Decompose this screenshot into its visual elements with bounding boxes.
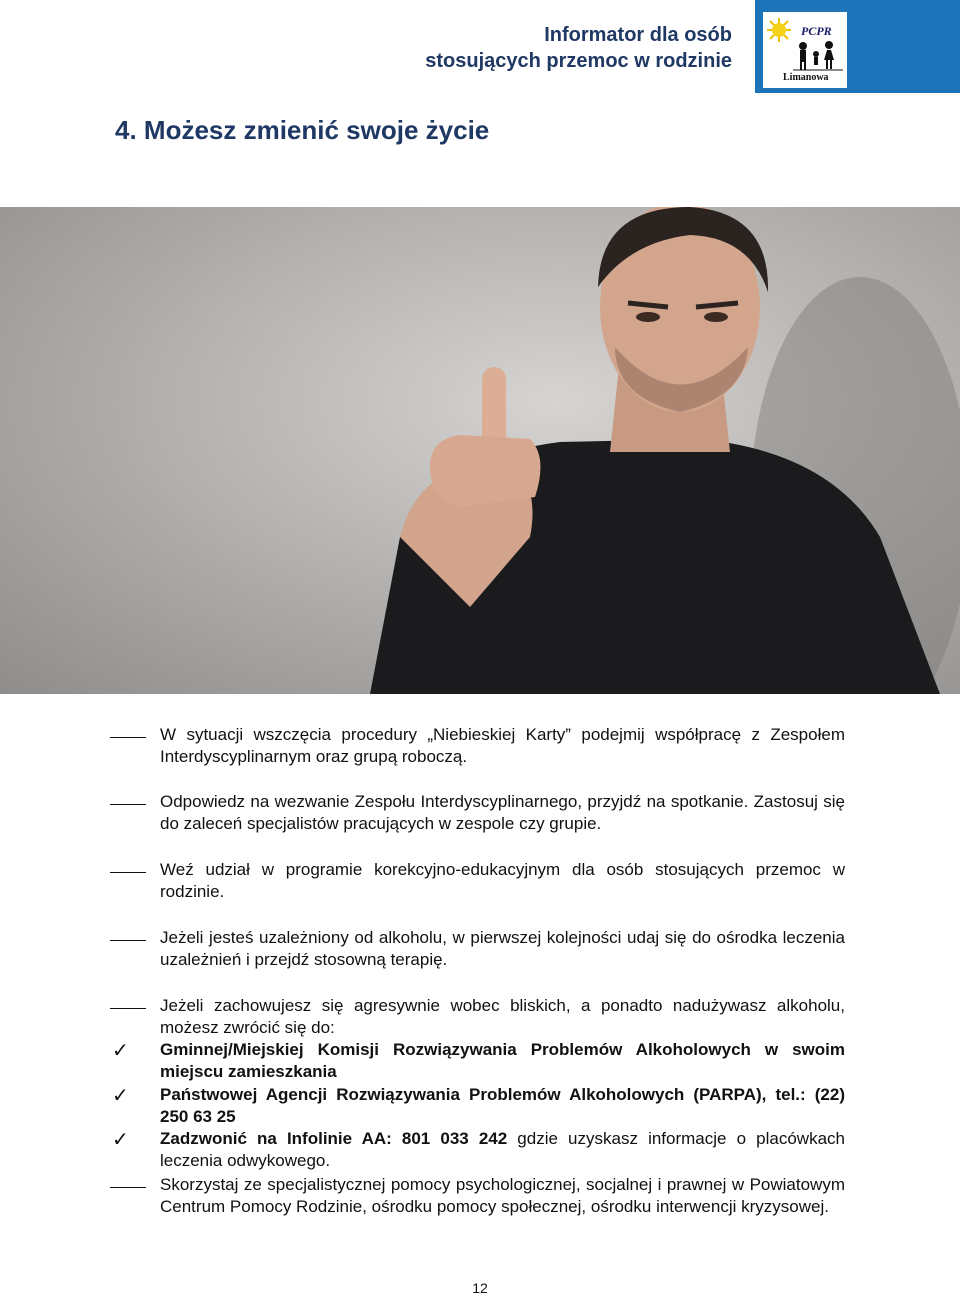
list-item xyxy=(160,724,845,768)
list-item-text: Jeżeli jesteś uzależniony od alkoholu, w pierwszej kolejności udaj się do ośrodka leczenia uzależnień i przejdź stosowną terapię. xyxy=(160,928,845,969)
list-item-text: Weź udział w programie korekcyjno-edukacyjnym dla osób stosujących przemoc w rodzinie. xyxy=(160,860,845,901)
list-item xyxy=(160,859,845,903)
dash-bullet xyxy=(110,940,146,941)
check-icon: ✓ xyxy=(112,1038,129,1062)
check-icon: ✓ xyxy=(112,1127,129,1151)
header-title-line1: Informator dla osób xyxy=(544,24,732,46)
list-item xyxy=(160,1084,845,1128)
list-item-text: Skorzystaj ze specjalistycznej pomocy psychologicznej, socjalnej i prawnej w Powiatowym Centrum Pomocy Rodzinie, ośrodku pomocy społecznej, ośrodku interwencji kryzysowej. xyxy=(160,1175,845,1216)
list-item-rest-text: gdzie uzyskasz informacje o placówkach leczenia odwykowego. xyxy=(160,1129,845,1170)
list-item-text: Odpowiedz na wezwanie Zespołu Interdyscyplinarnego, przyjdź na spotkanie. Zastosuj się do zaleceń specjalistów pracujących w zespole czy grupie. xyxy=(160,792,845,833)
list-item xyxy=(160,1128,845,1172)
list-item-bold-text: Zadzwonić na Infolinie AA: 801 033 242 xyxy=(160,1129,508,1148)
list-item-text: Jeżeli zachowujesz się agresywnie wobec bliskich, a ponadto nadużywasz alkoholu, możesz zwrócić się do: xyxy=(160,996,845,1037)
list-item xyxy=(160,1039,845,1083)
dash-bullet xyxy=(110,737,146,738)
pcpr-logo xyxy=(755,0,960,93)
dash-bullet xyxy=(110,872,146,873)
list-item xyxy=(160,791,845,835)
man-illustration xyxy=(0,207,960,694)
list-item-text xyxy=(160,1128,845,1172)
logo-pcpr-text: PCPR xyxy=(801,24,832,38)
list-item xyxy=(160,1174,845,1218)
list-item xyxy=(160,995,845,1039)
page-number: 12 xyxy=(472,1280,488,1296)
dash-bullet xyxy=(110,1187,146,1188)
section-heading: 4. Możesz zmienić swoje życie xyxy=(115,115,490,145)
list-item-text: Gminnej/Miejskiej Komisji Rozwiązywania Problemów Alkoholowych w swoim miejscu zamieszkania xyxy=(160,1040,845,1081)
logo-town-text: Limanowa xyxy=(783,72,829,83)
check-icon: ✓ xyxy=(112,1083,129,1107)
man-raising-finger-photo xyxy=(0,207,960,694)
list-item-text: W sytuacji wszczęcia procedury „Niebieskiej Karty” podejmij współpracę z Zespołem Interdyscyplinarnym oraz grupą roboczą. xyxy=(160,725,845,766)
document-header-title xyxy=(312,22,732,74)
list-item-text: Państwowej Agencji Rozwiązywania Problemów Alkoholowych (PARPA), tel.: (22) 250 63 25 xyxy=(160,1085,845,1126)
dash-bullet xyxy=(110,1008,146,1009)
logo-panel xyxy=(763,12,847,88)
dash-bullet xyxy=(110,804,146,805)
header-title-line2: stosujących przemoc w rodzinie xyxy=(425,50,732,72)
list-item xyxy=(160,927,845,971)
